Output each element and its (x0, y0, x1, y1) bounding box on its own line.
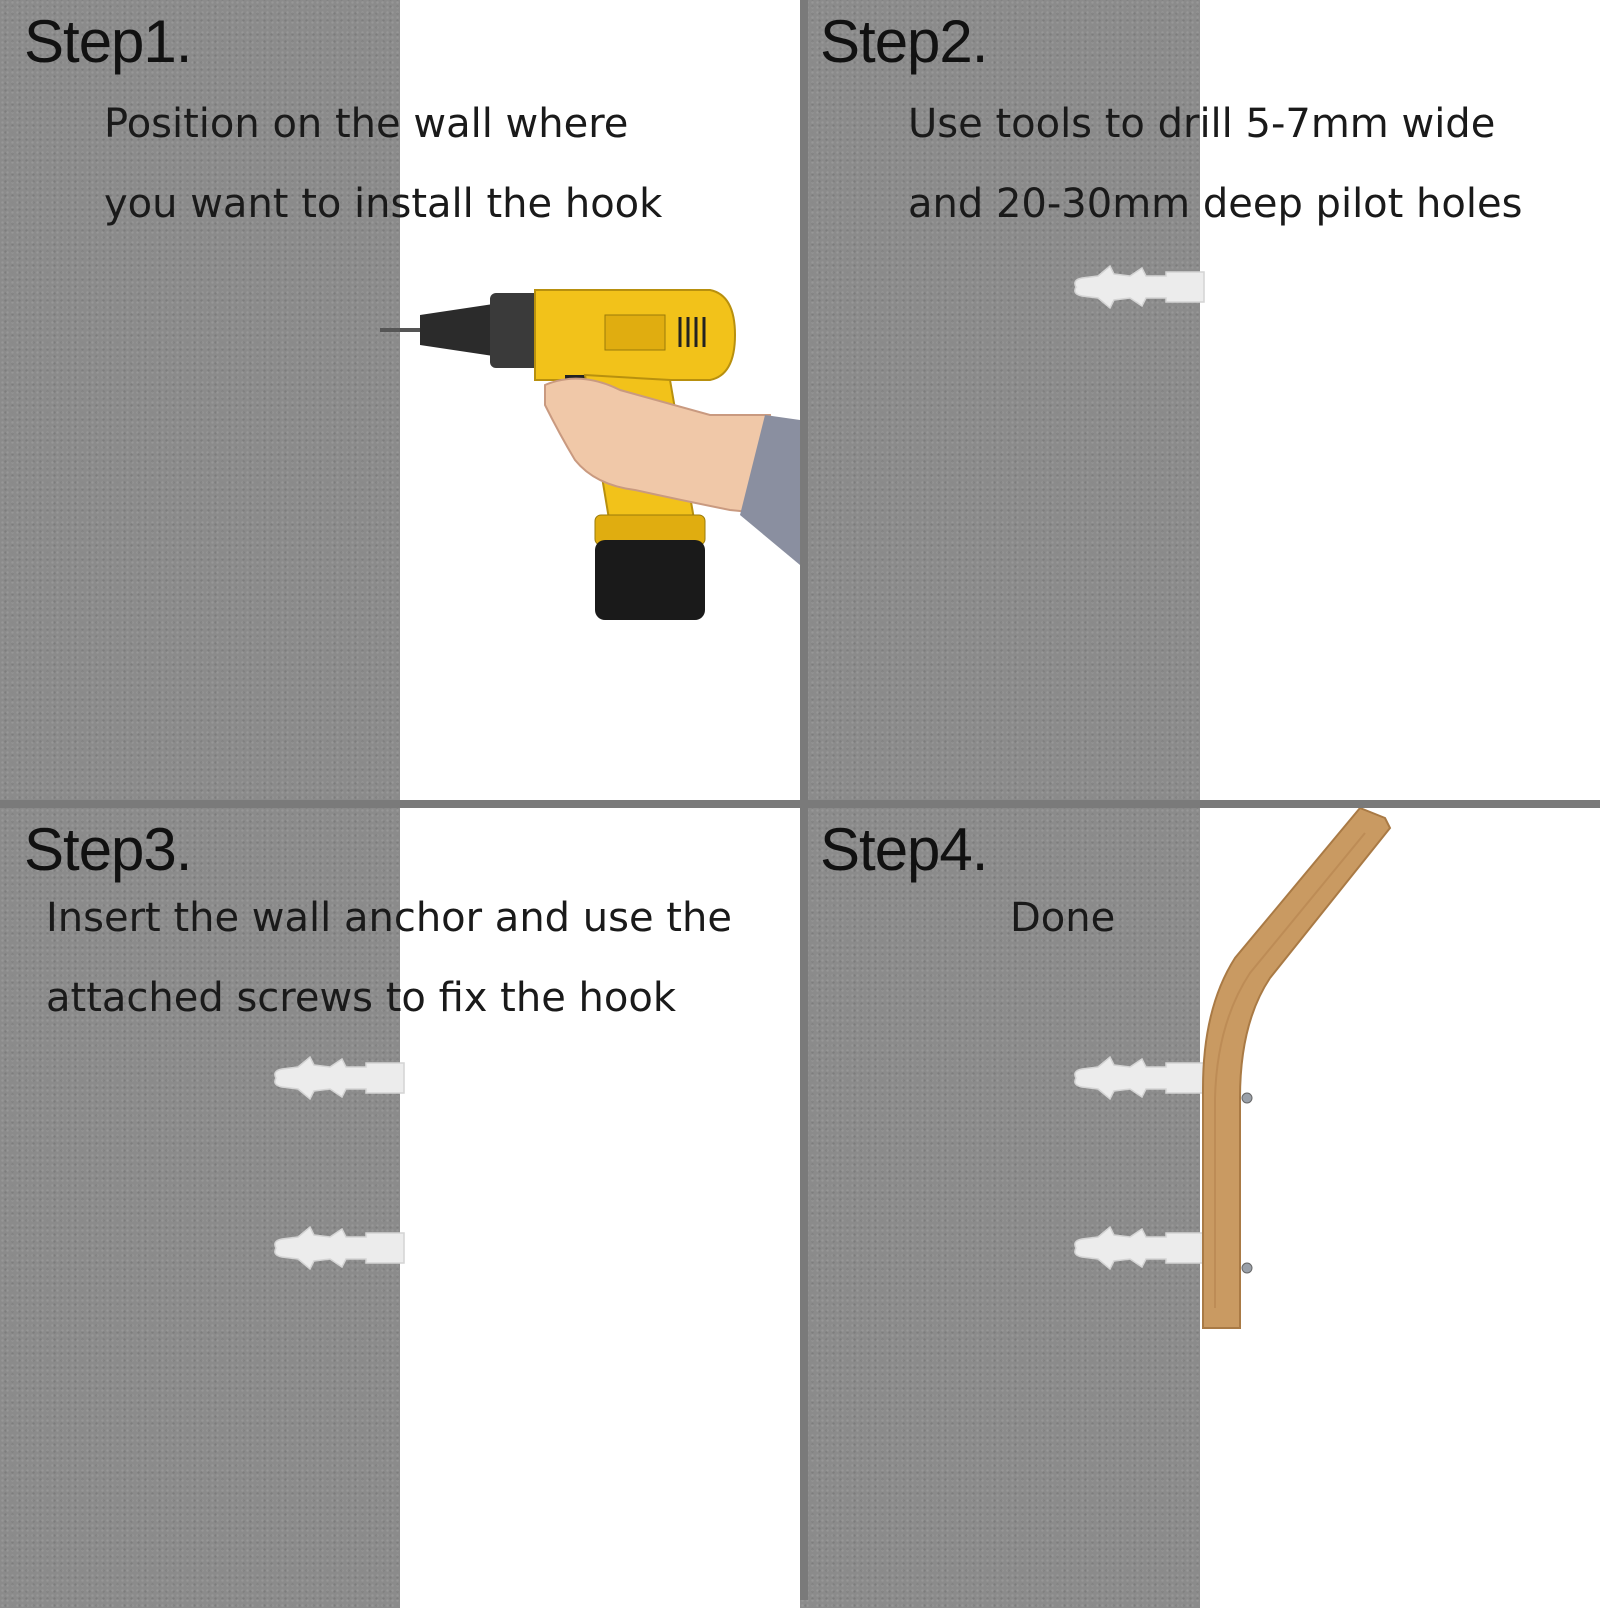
step-title: Step3. (24, 816, 192, 883)
step-1-panel (0, 0, 800, 800)
step-title: Step2. (820, 8, 988, 75)
step-line: Position on the wall where (104, 101, 629, 147)
step-title: Step4. (820, 816, 988, 883)
wall-anchor-icon (270, 1223, 410, 1273)
step-line: attached screws to fix the hook (46, 975, 676, 1021)
step-4-panel (800, 808, 1600, 1608)
step-line: and 20-30mm deep pilot holes (908, 181, 1523, 227)
drill-icon (380, 285, 800, 635)
wall-anchor-icon (270, 1053, 410, 1103)
step-line: you want to install the hook (104, 181, 663, 227)
step-2-panel (800, 0, 1600, 800)
wall-anchor-icon (1070, 262, 1210, 312)
wooden-hook-icon (1195, 808, 1415, 1338)
panel-divider (800, 0, 808, 1600)
step-line: Use tools to drill 5-7mm wide (908, 101, 1496, 147)
step-3-panel (0, 808, 800, 1608)
wall-anchor-icon (1070, 1223, 1210, 1273)
step-title: Step1. (24, 8, 192, 75)
wall-texture (800, 808, 1200, 1608)
step-line: Done (1010, 895, 1116, 941)
wall-anchor-icon (1070, 1053, 1210, 1103)
step-line: Insert the wall anchor and use the (46, 895, 732, 941)
